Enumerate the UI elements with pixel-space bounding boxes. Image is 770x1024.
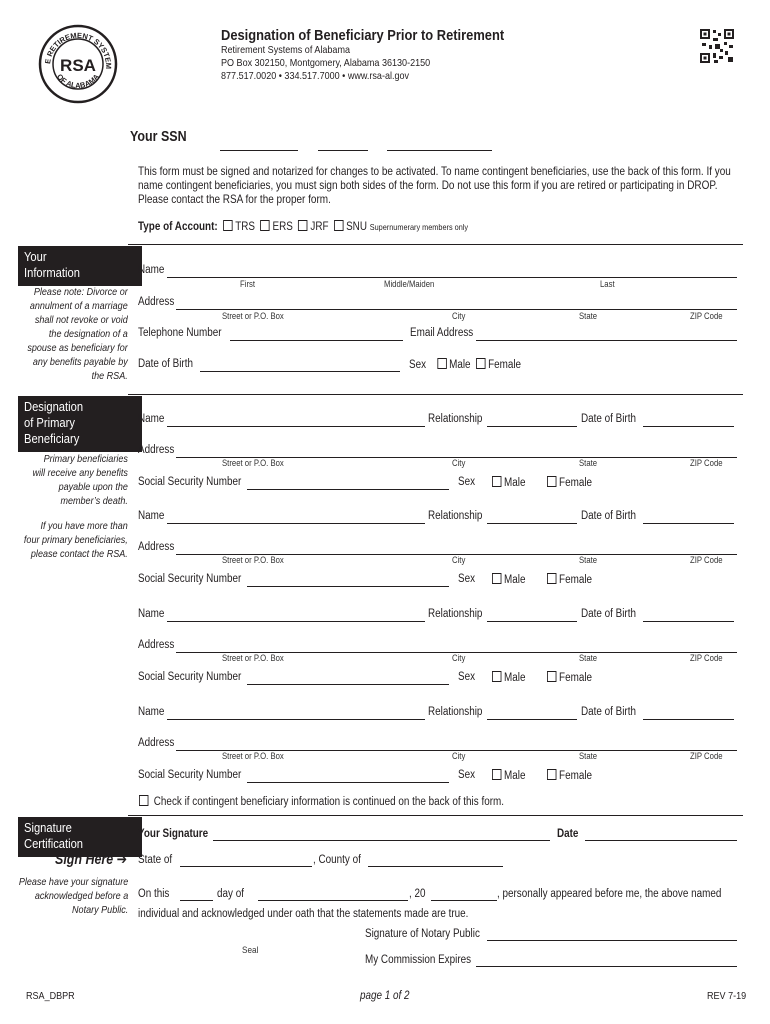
day-of-label: day of bbox=[217, 888, 244, 900]
contingent-checkbox[interactable] bbox=[139, 795, 148, 806]
beneficiary-address-sub-state: State bbox=[579, 555, 598, 565]
beneficiary-3-name-input[interactable] bbox=[167, 621, 425, 622]
primary-note-1: Primary beneficiaries will receive any benefits payable upon the member’s death. bbox=[32, 453, 128, 507]
ers-label: ERS bbox=[272, 221, 293, 233]
address-label: Address bbox=[138, 296, 175, 308]
svg-text:RSA: RSA bbox=[60, 56, 96, 75]
email-label: Email Address bbox=[410, 327, 474, 339]
beneficiary-3-female-checkbox[interactable] bbox=[547, 671, 556, 682]
beneficiary-4-name-input[interactable] bbox=[167, 719, 425, 720]
beneficiary-4-dob-input[interactable] bbox=[643, 719, 734, 720]
seal-label: Seal bbox=[242, 945, 259, 956]
address-sub-zip: ZIP Code bbox=[690, 311, 723, 321]
beneficiary-female-label: Female bbox=[559, 672, 593, 684]
ers-checkbox[interactable] bbox=[260, 220, 269, 231]
commission-label: My Commission Expires bbox=[365, 954, 472, 966]
name-sub-middle: Middle/Maiden bbox=[384, 279, 435, 289]
male-label: Male bbox=[449, 359, 471, 371]
beneficiary-ssn-label: Social Security Number bbox=[138, 671, 242, 683]
ssn-label: Your SSN bbox=[130, 129, 187, 145]
sex-row bbox=[409, 358, 521, 371]
state-of-label: State of bbox=[138, 854, 173, 866]
page-number: page 1 of 2 bbox=[360, 990, 410, 1002]
qr-code-icon bbox=[700, 29, 734, 63]
beneficiary-ssn-label: Social Security Number bbox=[138, 769, 242, 781]
contingent-check-label: Check if contingent beneficiary information is continued on the back of this form. bbox=[153, 796, 504, 808]
beneficiary-2-ssn-input[interactable] bbox=[247, 586, 449, 587]
phone-input[interactable] bbox=[230, 340, 403, 341]
beneficiary-name-label: Name bbox=[138, 413, 165, 425]
your-info-note: Please note: Divorce or annulment of a marriage shall not revoke or void the designation of a spouse as beneficiary for any benefits payable by the RSA. bbox=[27, 286, 128, 382]
beneficiary-name-label: Name bbox=[138, 510, 165, 522]
dob-label: Date of Birth bbox=[138, 358, 193, 370]
beneficiary-relationship-label: Relationship bbox=[428, 608, 483, 620]
dob-input[interactable] bbox=[200, 371, 400, 372]
beneficiary-address-sub-street: Street or P.O. Box bbox=[222, 555, 284, 565]
snu-note: Supernumerary members only bbox=[369, 222, 469, 232]
beneficiary-address-sub-street: Street or P.O. Box bbox=[222, 653, 284, 663]
beneficiary-dob-label: Date of Birth bbox=[581, 510, 636, 522]
svg-text:THE RETIREMENT SYSTEMS: E RETIREMENT SYSTEM bbox=[43, 30, 114, 70]
beneficiary-address-label: Address bbox=[138, 639, 175, 651]
county-of-label: , County of bbox=[313, 854, 361, 866]
beneficiary-dob-label: Date of Birth bbox=[581, 413, 636, 425]
on-this-label: On this bbox=[138, 888, 170, 900]
divider-signature bbox=[128, 815, 743, 816]
beneficiary-3-ssn-input[interactable] bbox=[247, 684, 449, 685]
divider-your-info bbox=[128, 244, 743, 245]
beneficiary-male-option bbox=[492, 769, 525, 782]
beneficiary-dob-label: Date of Birth bbox=[581, 608, 636, 620]
address-input[interactable] bbox=[176, 309, 737, 310]
name-label: Name bbox=[138, 264, 165, 276]
beneficiary-relationship-label: Relationship bbox=[428, 706, 483, 718]
divider-primary bbox=[128, 394, 743, 395]
sign-here-arrow: Sign Here ➔ bbox=[55, 852, 128, 868]
seal-icon bbox=[38, 24, 118, 104]
beneficiary-female-label: Female bbox=[559, 770, 593, 782]
beneficiary-address-sub-city: City bbox=[452, 458, 466, 468]
account-type-label: Type of Account: bbox=[138, 221, 218, 233]
intro-text: This form must be signed and notarized for changes to be activated. To name contingent beneficiaries, use the back of this form. If you name contingent beneficiaries, you must sign both sides of the form. Do not use this form if you are retired or participating in DROP. Please contact the RSA for the proper form. bbox=[138, 165, 731, 206]
day-input[interactable] bbox=[180, 900, 213, 901]
ssn-field-1[interactable] bbox=[220, 150, 298, 151]
your-info-heading: Your Information bbox=[18, 246, 142, 286]
contingent-check-row bbox=[139, 795, 504, 808]
trs-checkbox[interactable] bbox=[223, 220, 232, 231]
address-sub-state: State bbox=[579, 311, 598, 321]
beneficiary-dob-label: Date of Birth bbox=[581, 706, 636, 718]
beneficiary-2-male-checkbox[interactable] bbox=[492, 573, 501, 584]
beneficiary-female-option bbox=[547, 769, 592, 782]
revision: REV 7-19 bbox=[707, 990, 747, 1002]
beneficiary-address-sub-zip: ZIP Code bbox=[690, 653, 723, 663]
signature-date-label: Date bbox=[557, 828, 579, 840]
org-address: PO Box 302150, Montgomery, Alabama 36130-2150 bbox=[221, 57, 431, 69]
beneficiary-male-option bbox=[492, 476, 525, 489]
ssn-field-3[interactable] bbox=[387, 150, 492, 151]
address-sub-city: City bbox=[452, 311, 466, 321]
sex-label: Sex bbox=[409, 359, 427, 371]
beneficiary-ssn-label: Social Security Number bbox=[138, 573, 242, 585]
beneficiary-relationship-label: Relationship bbox=[428, 510, 483, 522]
beneficiary-3-relationship-input[interactable] bbox=[487, 621, 577, 622]
beneficiary-sex-label: Sex bbox=[458, 573, 476, 585]
beneficiary-address-sub-city: City bbox=[452, 653, 466, 663]
beneficiary-relationship-label: Relationship bbox=[428, 413, 483, 425]
form-id: RSA_DBPR bbox=[26, 990, 75, 1002]
beneficiary-address-sub-state: State bbox=[579, 458, 598, 468]
beneficiary-male-option bbox=[492, 573, 525, 586]
month-input[interactable] bbox=[258, 900, 408, 901]
jrf-label: JRF bbox=[310, 221, 329, 233]
your-signature-label: Your Signature bbox=[138, 828, 209, 840]
beneficiary-sex-label: Sex bbox=[458, 671, 476, 683]
beneficiary-2-dob-input[interactable] bbox=[643, 523, 734, 524]
beneficiary-address-sub-zip: ZIP Code bbox=[690, 555, 723, 565]
form-title: Designation of Beneficiary Prior to Retirement bbox=[221, 27, 505, 44]
beneficiary-sex-label: Sex bbox=[458, 476, 476, 488]
signature-heading: Signature Certification bbox=[18, 817, 142, 857]
year-prefix-label: , 20 bbox=[409, 888, 426, 900]
name-sub-last: Last bbox=[600, 279, 615, 289]
beneficiary-1-male-checkbox[interactable] bbox=[492, 476, 501, 487]
beneficiary-address-sub-state: State bbox=[579, 751, 598, 761]
beneficiary-address-sub-city: City bbox=[452, 555, 466, 565]
org-contact: 877.517.0020 • 334.517.7000 • www.rsa-al.gov bbox=[221, 70, 410, 82]
signature-note: Please have your signature acknowledged before a Notary Public. bbox=[18, 876, 128, 916]
appeared-label: , personally appeared before me, the above named bbox=[497, 888, 722, 900]
snu-label: SNU bbox=[346, 221, 367, 233]
name-input[interactable] bbox=[167, 277, 737, 278]
jrf-checkbox[interactable] bbox=[298, 220, 307, 231]
org-name: Retirement Systems of Alabama bbox=[221, 44, 350, 56]
beneficiary-4-ssn-input[interactable] bbox=[247, 782, 449, 783]
account-type bbox=[138, 220, 468, 233]
year-input[interactable] bbox=[431, 900, 497, 901]
notary-signature-input[interactable] bbox=[487, 940, 737, 941]
beneficiary-1-relationship-input[interactable] bbox=[487, 426, 577, 427]
trs-label: TRS bbox=[235, 221, 255, 233]
beneficiary-female-label: Female bbox=[559, 574, 593, 586]
female-checkbox[interactable] bbox=[476, 358, 485, 369]
state-of-input[interactable] bbox=[180, 866, 312, 867]
email-input[interactable] bbox=[476, 340, 737, 341]
phone-label: Telephone Number bbox=[138, 327, 222, 339]
county-of-input[interactable] bbox=[368, 866, 503, 867]
beneficiary-address-sub-street: Street or P.O. Box bbox=[222, 751, 284, 761]
beneficiary-4-male-checkbox[interactable] bbox=[492, 769, 501, 780]
beneficiary-3-dob-input[interactable] bbox=[643, 621, 734, 622]
acknowledged-text: individual and acknowledged under oath that the statements made are true. bbox=[138, 908, 469, 920]
beneficiary-female-option bbox=[547, 573, 592, 586]
primary-heading: Designation of Primary Beneficiary bbox=[18, 396, 142, 452]
beneficiary-name-label: Name bbox=[138, 706, 165, 718]
address-sub-street: Street or P.O. Box bbox=[222, 311, 284, 321]
rsa-seal-logo bbox=[38, 24, 118, 104]
beneficiary-address-label: Address bbox=[138, 444, 175, 456]
beneficiary-address-sub-city: City bbox=[452, 751, 466, 761]
beneficiary-1-dob-input[interactable] bbox=[643, 426, 734, 427]
beneficiary-address-sub-state: State bbox=[579, 653, 598, 663]
female-label: Female bbox=[488, 359, 522, 371]
beneficiary-4-relationship-input[interactable] bbox=[487, 719, 577, 720]
beneficiary-1-female-checkbox[interactable] bbox=[547, 476, 556, 487]
beneficiary-sex-label: Sex bbox=[458, 769, 476, 781]
qr-code bbox=[700, 29, 734, 63]
beneficiary-3-male-checkbox[interactable] bbox=[492, 671, 501, 682]
beneficiary-female-option bbox=[547, 671, 592, 684]
signature-date-input[interactable] bbox=[585, 840, 737, 841]
beneficiary-male-label: Male bbox=[504, 770, 526, 782]
beneficiary-female-option bbox=[547, 476, 592, 489]
snu-checkbox[interactable] bbox=[334, 220, 343, 231]
beneficiary-female-label: Female bbox=[559, 477, 593, 489]
beneficiary-1-ssn-input[interactable] bbox=[247, 489, 449, 490]
beneficiary-2-relationship-input[interactable] bbox=[487, 523, 577, 524]
beneficiary-male-option bbox=[492, 671, 525, 684]
beneficiary-male-label: Male bbox=[504, 574, 526, 586]
beneficiary-2-name-input[interactable] bbox=[167, 523, 425, 524]
beneficiary-male-label: Male bbox=[504, 672, 526, 684]
beneficiary-male-label: Male bbox=[504, 477, 526, 489]
beneficiary-address-sub-zip: ZIP Code bbox=[690, 751, 723, 761]
beneficiary-address-sub-street: Street or P.O. Box bbox=[222, 458, 284, 468]
beneficiary-name-label: Name bbox=[138, 608, 165, 620]
male-checkbox[interactable] bbox=[437, 358, 446, 369]
your-signature-input[interactable] bbox=[213, 840, 550, 841]
beneficiary-2-female-checkbox[interactable] bbox=[547, 573, 556, 584]
ssn-field-2[interactable] bbox=[318, 150, 368, 151]
name-sub-first: First bbox=[240, 279, 256, 289]
notary-signature-label: Signature of Notary Public bbox=[365, 928, 480, 940]
beneficiary-1-name-input[interactable] bbox=[167, 426, 425, 427]
beneficiary-ssn-label: Social Security Number bbox=[138, 476, 242, 488]
primary-note-2: If you have more than four primary beneficiaries, please contact the RSA. bbox=[24, 520, 128, 560]
beneficiary-address-sub-zip: ZIP Code bbox=[690, 458, 723, 468]
beneficiary-4-female-checkbox[interactable] bbox=[547, 769, 556, 780]
commission-input[interactable] bbox=[476, 966, 737, 967]
beneficiary-address-label: Address bbox=[138, 541, 175, 553]
svg-text:OF ALABAMA: OF ALABAMA bbox=[54, 72, 102, 91]
beneficiary-address-label: Address bbox=[138, 737, 175, 749]
